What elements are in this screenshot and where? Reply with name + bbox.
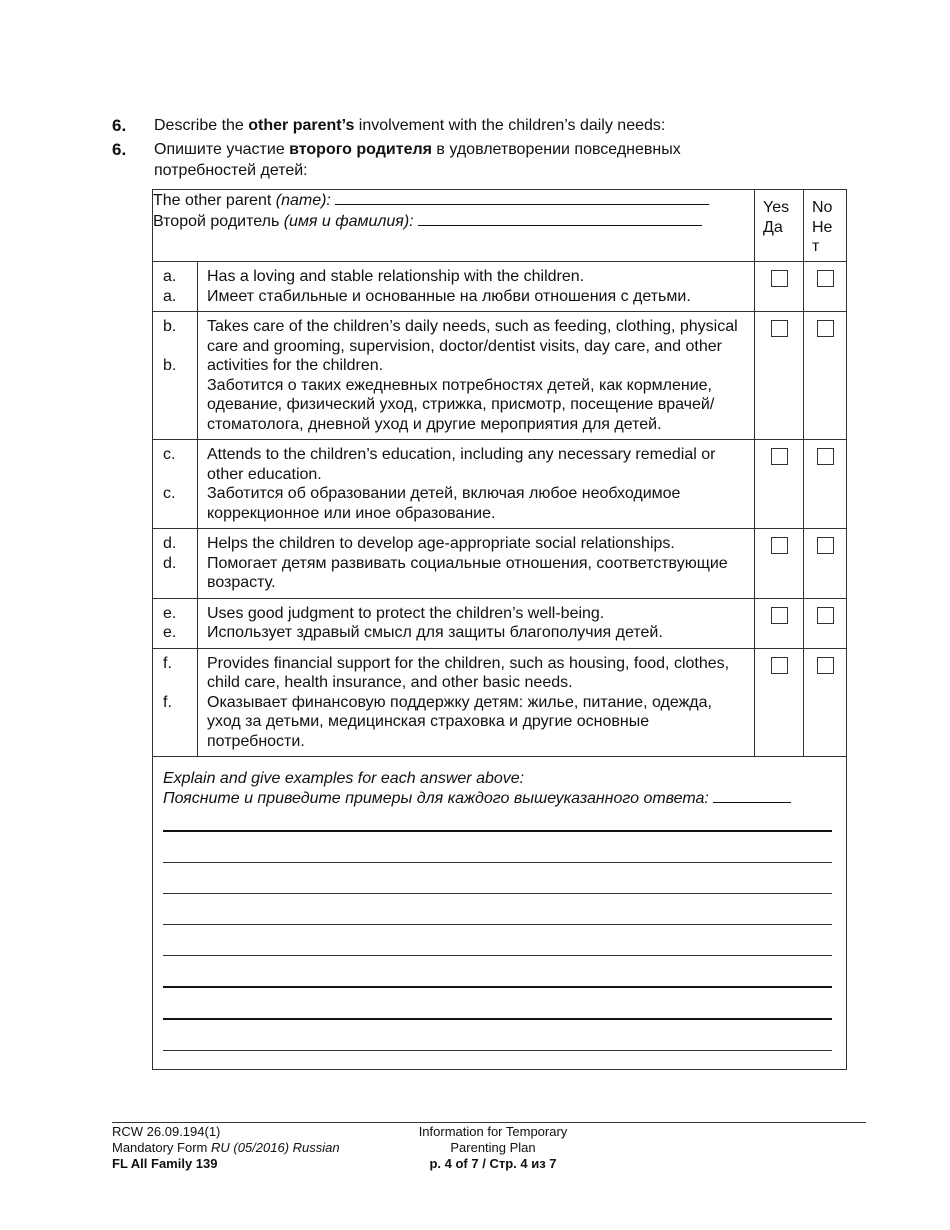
- row-no-cell: [804, 648, 847, 757]
- explain-input-line[interactable]: [163, 925, 832, 956]
- yes-checkbox[interactable]: [771, 320, 788, 337]
- no-checkbox[interactable]: [817, 448, 834, 465]
- table-row: [153, 312, 847, 440]
- footer-center: [393, 1124, 593, 1172]
- table-row: [153, 262, 847, 312]
- row-yes-cell: [755, 529, 804, 599]
- explain-input-line[interactable]: [163, 894, 832, 925]
- other-parent-name-cell: [153, 190, 755, 262]
- other-parent-name-ru-input[interactable]: [418, 211, 702, 226]
- yes-checkbox[interactable]: [771, 607, 788, 624]
- table-row: [153, 598, 847, 648]
- explain-input-line[interactable]: [163, 956, 832, 988]
- other-parent-name-ru: Второй родитель (имя и фамилия):: [153, 211, 754, 232]
- explanation-row: [153, 757, 847, 1070]
- row-letter: f. f.: [153, 648, 198, 757]
- explain-label-en: Explain and give examples for each answer above:: [163, 770, 525, 787]
- table-row: [153, 648, 847, 757]
- explain-input-line[interactable]: [163, 863, 832, 894]
- explain-input-first-line[interactable]: [713, 790, 791, 803]
- row-no-cell: [804, 262, 847, 312]
- row-yes-cell: [755, 440, 804, 529]
- other-parent-name-input[interactable]: [335, 190, 709, 205]
- other-parent-name-en: The other parent (name):: [153, 190, 754, 211]
- footer-page-number: p. 4 of 7 / Стр. 4 из 7: [429, 1156, 557, 1171]
- table-row: [153, 529, 847, 599]
- question-number-ru: 6.: [112, 140, 127, 159]
- row-yes-cell: [755, 598, 804, 648]
- footer-form-id: FL All Family 139: [112, 1156, 218, 1171]
- no-checkbox[interactable]: [817, 607, 834, 624]
- footer-divider: [112, 1122, 866, 1123]
- row-letter: e. e.: [153, 598, 198, 648]
- row-yes-cell: [755, 312, 804, 440]
- row-description: Uses good judgment to protect the children’s well-being. Использует здравый смысл для защиты благополучия детей.: [198, 598, 755, 648]
- footer-doc-title: Information for Temporary: [418, 1124, 568, 1139]
- explain-input-line[interactable]: [163, 832, 832, 863]
- question-number: 6.: [112, 116, 127, 135]
- row-letter: d. d.: [153, 529, 198, 599]
- row-description: Takes care of the children’s daily needs, such as feeding, clothing, physical care and grooming, supervision, doctor/dentist visits, day care, and other activities for the children. Заботится о таких ежедневных потребностях детей, как кормление, одевание, физический уход, стрижка, присмотр, посещение врачей/стоматолога, дневной уход и другие мероприятия для детей.: [198, 312, 755, 440]
- explain-input-line[interactable]: [163, 988, 832, 1020]
- question-text-ru: Опишите участие второго родителя в удовлетворении повседневных потребностей детей:: [154, 141, 681, 179]
- row-description: Attends to the children’s education, including any necessary remedial or other education. Заботится об образовании детей, включая любое необходимое коррекционное или иное образование.: [198, 440, 755, 529]
- involvement-table: [152, 189, 847, 1070]
- no-checkbox[interactable]: [817, 657, 834, 674]
- row-no-cell: [804, 312, 847, 440]
- no-checkbox[interactable]: [817, 270, 834, 287]
- no-checkbox[interactable]: [817, 537, 834, 554]
- explain-input-line[interactable]: [163, 1020, 832, 1051]
- row-letter: c. c.: [153, 440, 198, 529]
- yes-checkbox[interactable]: [771, 270, 788, 287]
- no-column-header: No Не т: [804, 190, 847, 262]
- footer-left: [112, 1124, 340, 1172]
- question-text-en: Describe the other parent’s involvement with the children’s daily needs:: [154, 117, 666, 134]
- explain-label-ru: Поясните и приведите примеры для каждого вышеуказанного ответа:: [163, 789, 832, 809]
- yes-checkbox[interactable]: [771, 537, 788, 554]
- yes-column-header: Yes Да: [755, 190, 804, 262]
- row-no-cell: [804, 440, 847, 529]
- row-no-cell: [804, 598, 847, 648]
- explain-input-line[interactable]: [163, 808, 832, 832]
- row-description: Provides financial support for the children, such as housing, food, clothes, child care, health insurance, and other basic needs. Оказывает финансовую поддержку детям: жилье, питание, одежда, уход за детьми, медицинская страховка и другие основные потребности.: [198, 648, 755, 757]
- row-yes-cell: [755, 648, 804, 757]
- table-row: [153, 440, 847, 529]
- table-header-row: [153, 190, 847, 262]
- footer-form: Mandatory Form RU (05/2016) Russian: [112, 1140, 340, 1155]
- no-checkbox[interactable]: [817, 320, 834, 337]
- row-description: Has a loving and stable relationship with the children. Имеет стабильные и основанные на любви отношения с детьми.: [198, 262, 755, 312]
- row-letter: a. a.: [153, 262, 198, 312]
- footer-doc-subtitle: Parenting Plan: [450, 1140, 536, 1155]
- explanation-cell: [153, 757, 847, 1070]
- footer-rcw: RCW 26.09.194(1): [112, 1124, 221, 1139]
- row-description: Helps the children to develop age-appropriate social relationships. Помогает детям развивать социальные отношения, соответствующие возрасту.: [198, 529, 755, 599]
- yes-checkbox[interactable]: [771, 657, 788, 674]
- row-yes-cell: [755, 262, 804, 312]
- row-letter: b. b.: [153, 312, 198, 440]
- row-no-cell: [804, 529, 847, 599]
- yes-checkbox[interactable]: [771, 448, 788, 465]
